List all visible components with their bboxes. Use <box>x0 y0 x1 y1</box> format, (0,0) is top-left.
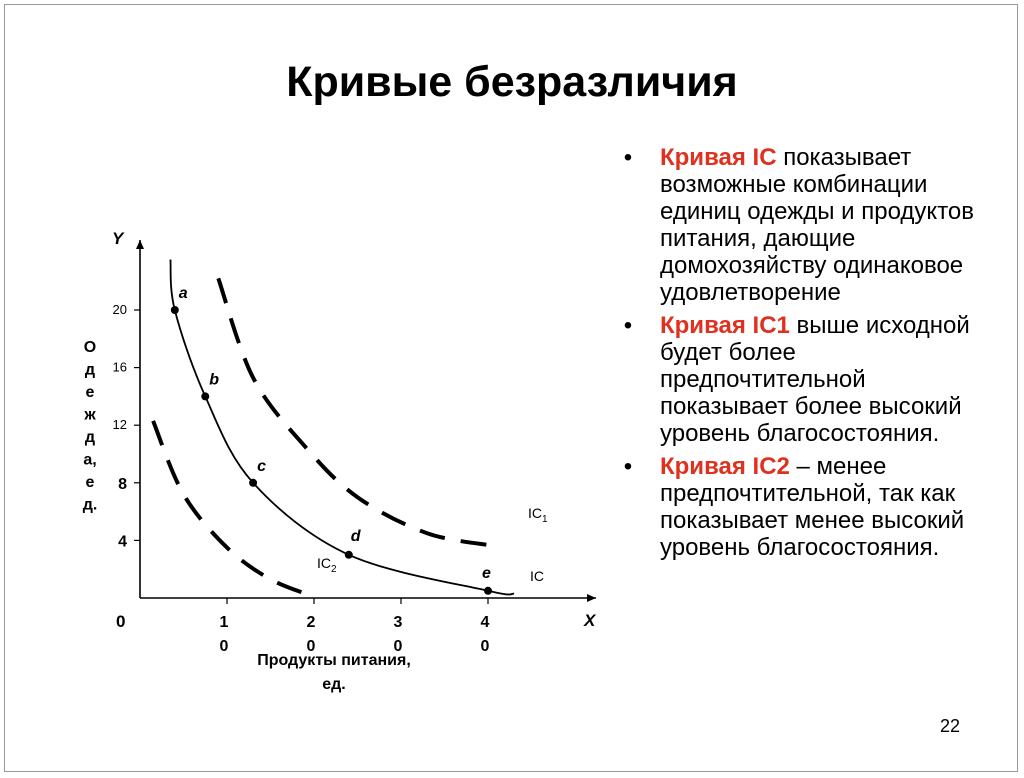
x-tick-label: 4 0 <box>480 614 490 655</box>
bullet-marker: • <box>623 312 633 339</box>
bullet-highlight: Кривая IC <box>660 144 777 171</box>
bullet-list <box>618 144 998 567</box>
curve-label-ic2: $IC_2$ <box>317 555 337 575</box>
point-c <box>249 479 257 487</box>
curve-label-ic1: $IC_1$ <box>528 505 548 525</box>
y-tick-label: 12 <box>112 417 127 433</box>
bullet-highlight: Кривая IC2 <box>660 453 790 480</box>
origin-label: 0 <box>116 612 126 631</box>
point-label-a: a <box>178 285 188 302</box>
bullet-item-ic1 <box>618 312 998 447</box>
bullet-marker: • <box>623 144 633 171</box>
x-tick-label: 1 0 <box>219 614 229 655</box>
bullet-text: выше исходной будет более предпочтительной показывает более высокий уровень благосостояния. <box>660 312 970 447</box>
curve-label-ic: IC <box>530 568 544 584</box>
x-axis-symbol: X <box>584 611 596 630</box>
curve-ic2 <box>153 421 314 597</box>
bullet-text: – менее предпочтительной, так как показывает менее высокий уровень благосостояния. <box>660 453 965 561</box>
y-tick-label: 4 <box>118 533 127 551</box>
point-b <box>201 392 209 400</box>
y-tick-label: 8 <box>118 475 127 493</box>
slide-title: Кривые безразличия <box>286 58 738 106</box>
bullet-item-ic2 <box>618 453 998 561</box>
y-tick-label: 16 <box>112 359 127 375</box>
point-label-e: e <box>482 564 491 582</box>
curve-ic1 <box>218 278 496 546</box>
bullet-text: показывает возможные комбинации единиц одежды и продуктов питания, дающие домохозяйству одинаковое удовлетворение <box>660 144 975 306</box>
page-number: 22 <box>940 716 961 736</box>
y-tick-label: 20 <box>112 302 127 317</box>
point-e <box>484 587 492 595</box>
bullet-marker: • <box>623 453 633 480</box>
point-label-c: c <box>257 457 267 475</box>
point-a <box>171 306 179 314</box>
x-tick-label: 3 0 <box>393 614 403 655</box>
y-axis-symbol: Y <box>112 229 124 248</box>
bullet-highlight: Кривая IC1 <box>660 312 790 339</box>
bullet-item-ic <box>618 144 998 306</box>
point-label-d: d <box>350 527 361 545</box>
x-tick-label: 2 0 <box>306 614 316 655</box>
x-axis-title: Продукты питания, ед. <box>257 652 411 693</box>
point-label-b: b <box>209 371 220 389</box>
y-axis-title: О д е ж д а, е д. <box>82 339 98 514</box>
point-d <box>345 551 353 559</box>
